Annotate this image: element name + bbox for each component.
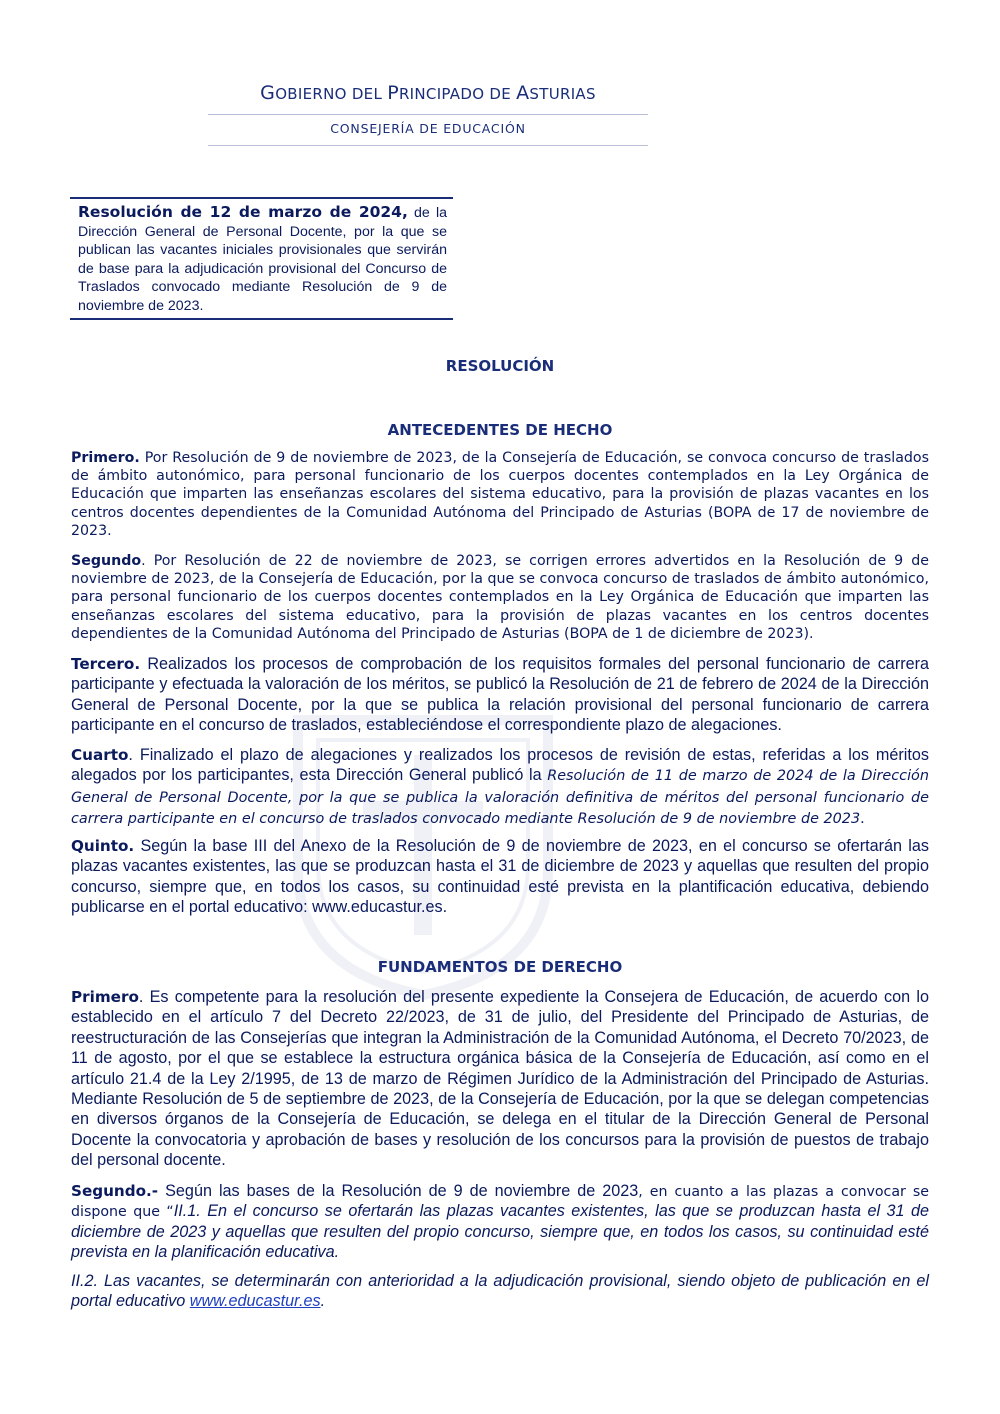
fundamento-segundo-ii2: II.2. Las vacantes, se determinarán con anterioridad a la adjudicación provisional, siendo objeto de publicación en el portal educativo www.educastur.es. <box>71 1272 929 1311</box>
antecedente-primero: Primero. Por Resolución de 9 de noviembre de 2023, de la Consejería de Educación, se convoca concurso de traslados de ámbito autonómico, para personal funcionario de los cuerpos docentes contemplados en la Ley Orgánica de Educación que imparten las enseñanzas escolares del sistema educativo, para la provisión de plazas vacantes en los centros docentes dependientes de la Comunidad Autónoma del Principado de Asturias (BOPA de 17 de noviembre de 2023. <box>71 450 929 539</box>
department-name: CONSEJERÍA DE EDUCACIÓN <box>330 121 526 136</box>
heading-antecedentes: ANTECEDENTES DE HECHO <box>387 421 613 439</box>
header-divider-bottom <box>208 145 648 146</box>
abstract-title: Resolución de 12 de marzo de 2024, <box>78 203 408 221</box>
document-header <box>208 82 648 146</box>
antecedente-cuarto: Cuarto. Finalizado el plazo de alegaciones y realizados los procesos de revisión de estas, referidas a los méritos alegados por los participantes, esta Dirección General publicó la Resolución de 11 de marzo de 2024 de la Dirección General de Personal Docente, por la que se publica la valoración definitiva de méritos del personal funcionario de carrera participante en el concurso de traslados convocado mediante Resolución de 9 de noviembre de 2023. <box>71 746 929 828</box>
fundamento-primero: Primero. Es competente para la resolución del presente expediente la Consejera de Educación, de acuerdo con lo establecido en el artículo 7 del Decreto 22/2023, de 31 de julio, del Presidente del Principado de Asturias, de reestructuración de las Consejerías que integran la Administración de la Comunidad Autónoma, el Decreto 70/2023, de 11 de agosto, por el que se establece la estructura orgánica básica de la Consejería de Educación, así como en el artículo 21.4 de la Ley 2/1995, de 13 de marzo de Régimen Jurídico de la Administración del Principado de Asturias. Mediante Resolución de 5 de septiembre de 2023, de la Consejería de Educación, por la que se delegan competencias en diversos órganos de la Consejería de Educación, se delega en el titular de la Dirección General de Personal Docente la convocatoria y aprobación de bases y resolución de los concursos para la provisión de puestos de trabajo del personal docente. <box>71 988 929 1170</box>
heading-resolucion: RESOLUCIÓN <box>445 357 555 375</box>
resolution-abstract <box>70 197 453 320</box>
antecedente-segundo: Segundo. Por Resolución de 22 de noviembre de 2023, se corrigen errores advertidos en la Resolución de 9 de noviembre de 2023, de la Consejería de Educación, por la que se convoca concurso de traslados de ámbito autonómico, para personal funcionario de los cuerpos docentes contemplados en la Ley Orgánica de Educación que imparten las enseñanzas escolares del sistema educativo, para la provisión de plazas vacantes en los centros docentes dependientes de la Comunidad Autónoma del Principado de Asturias (BOPA de 1 de diciembre de 2023). <box>71 553 929 642</box>
fundamento-segundo: Segundo.- Según las bases de la Resolución de 9 de noviembre de 2023, en cuanto a las plazas a convocar se dispone que “II.1. En el concurso se ofertarán las plazas vacantes existentes, las que se produzcan hasta el 31 de diciembre de 2023 y aquellas que resulten del propio concurso, siempre que, en todos los casos, su continuidad esté prevista en la planificación educativa. <box>71 1182 930 1262</box>
antecedente-quinto: Quinto. Según la base III del Anexo de la Resolución de 9 de noviembre de 2023, en el concurso se ofertarán las plazas vacantes existentes, las que se produzcan hasta el 31 de diciembre de 2023 y aquellas que resulten del propio concurso, siempre que, en todos los casos, su continuidad esté prevista en la plantificación educativa, debiendo publicarse en el portal educativo: www.educastur.es. <box>71 837 929 917</box>
heading-fundamentos: FUNDAMENTOS DE DERECHO <box>377 958 623 976</box>
header-divider-top <box>208 114 648 115</box>
abstract-text: de la Dirección General de Personal Docente, por la que se publican las vacantes iniciales provisionales que servirán de base para la adjudicación provisional del Concurso de Traslados convocado mediante Resolución de 9 de noviembre de 2023. <box>78 205 447 314</box>
antecedente-tercero: Tercero. Realizados los procesos de comprobación de los requisitos formales del personal funcionario de carrera participante y efectuada la valoración de los méritos, se publicó la Resolución de 21 de febrero de 2024 de la Dirección General de Personal Docente, por la que se publica la relación provisional del personal funcionario de carrera participante en el concurso de traslados, estableciéndose el correspondiente plazo de alegaciones. <box>71 655 929 735</box>
educastur-link[interactable]: www.educastur.es <box>189 1292 321 1311</box>
government-title: GOBIERNO DEL PRINCIPADO DE ASTURIAS <box>260 82 596 104</box>
